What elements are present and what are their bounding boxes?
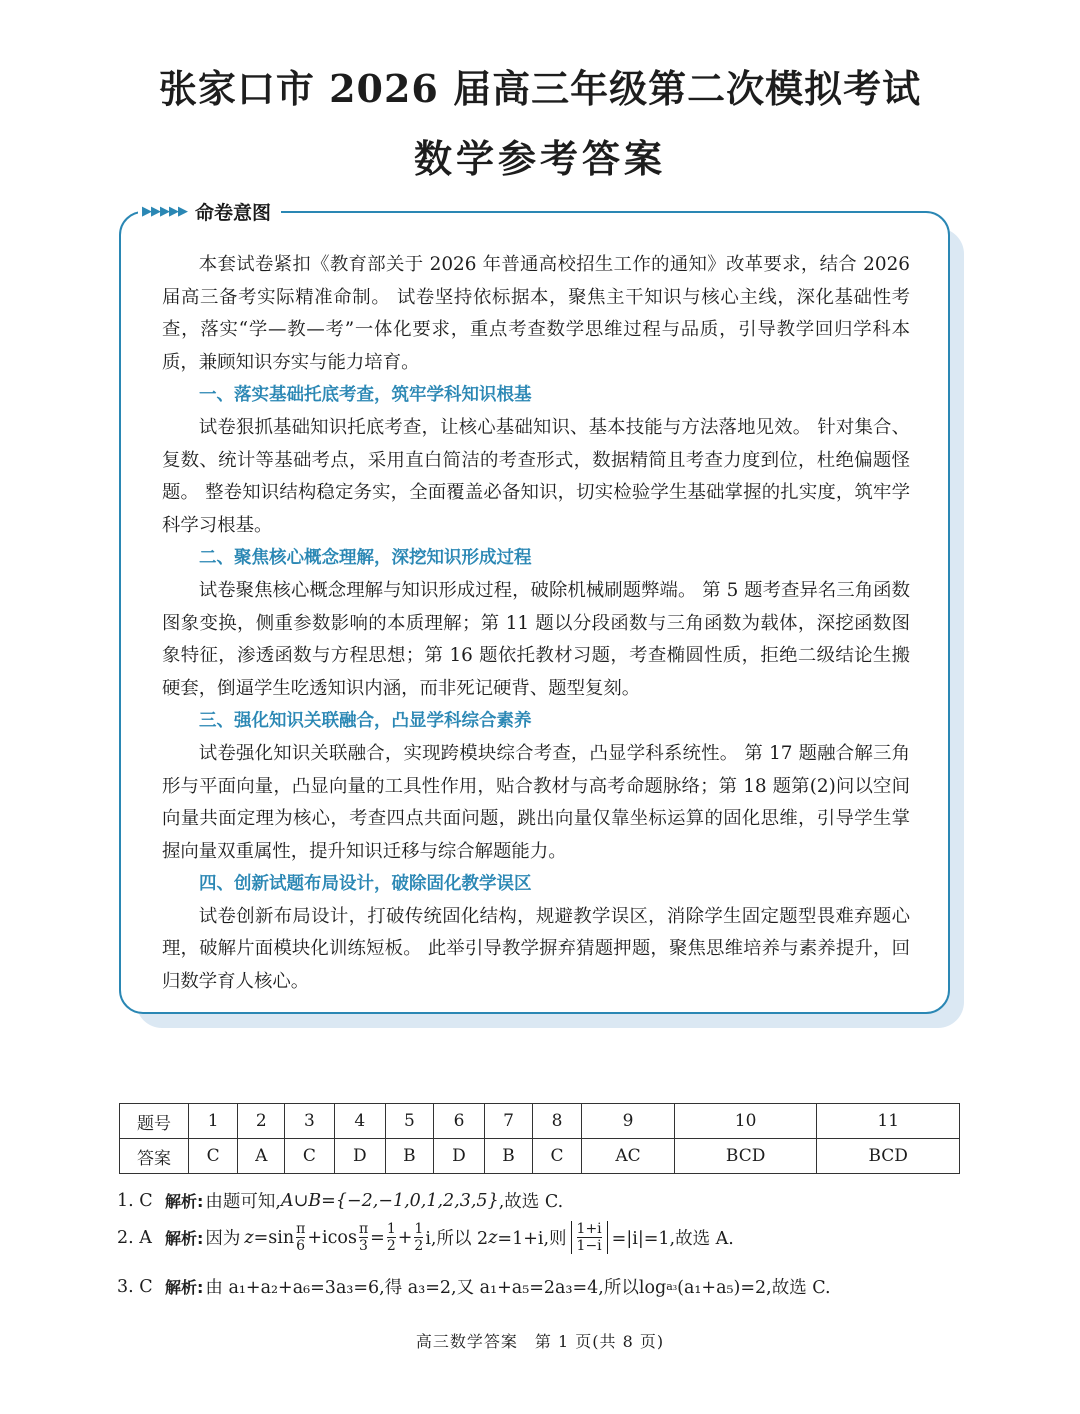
- solution-2: [117, 1221, 734, 1254]
- solution-text: 由 a₁+a₂+a₆=3a₃=6,得 a₃=2,又 a₁+a₅=2a₃=4,所以log: [205, 1278, 667, 1298]
- arrow-icon: ▶▶▶▶▶: [142, 203, 187, 219]
- question-number: 6: [433, 1104, 485, 1139]
- solution-text: (a₁+a₅)=2,故选 C.: [677, 1278, 831, 1298]
- fraction-numerator: π: [358, 1221, 369, 1237]
- intent-intro: 本套试卷紧扣《教育部关于 2026 年普通高校招生工作的通知》改革要求，结合 2026 届高三备考实际精准命制。 试卷坚持依标据本，聚焦主干知识与核心主线，深化基础性考查，落实“学—教—考”一体化要求，重点考查数学思维过程与品质，引导教学回归学科本质，兼顾知识夯实与能力培育。: [162, 254, 910, 373]
- page-footer: 高三数学答案 第 1 页(共 8 页): [415, 1332, 665, 1351]
- solution-label: 解析:: [165, 1229, 204, 1248]
- solution-label: 解析:: [165, 1278, 204, 1297]
- intent-heading: 命卷意图: [195, 201, 272, 224]
- solution-text: =|i|=1,故选 A.: [611, 1229, 734, 1249]
- solution-text: 因为: [205, 1229, 241, 1249]
- answer-subtitle: 数学参考答案: [413, 136, 666, 181]
- section-2-title: 二、聚焦核心概念理解，深挖知识形成过程: [199, 548, 532, 569]
- log-base: a₃: [666, 1280, 678, 1293]
- solution-text: +: [397, 1227, 413, 1248]
- answer-cell: C: [189, 1139, 238, 1174]
- answer-cell: C: [532, 1139, 581, 1174]
- question-number: 10: [674, 1104, 817, 1139]
- section-4-title: 四、创新试题布局设计，破除固化教学误区: [199, 874, 532, 895]
- solution-text: i,所以 2: [425, 1229, 489, 1249]
- fraction: [414, 1221, 423, 1254]
- intent-header: [138, 197, 281, 225]
- solution-text: =1+i,则: [497, 1229, 567, 1249]
- fraction: [577, 1221, 602, 1254]
- answer-row: [120, 1139, 960, 1174]
- answer-cell: BCD: [817, 1139, 960, 1174]
- solution-text: 由题可知,: [205, 1192, 281, 1212]
- question-number: 2: [238, 1104, 285, 1139]
- answer-cell: D: [334, 1139, 386, 1174]
- answer-cell: A: [238, 1139, 285, 1174]
- answer-table: [119, 1103, 960, 1174]
- answer-cell: B: [485, 1139, 533, 1174]
- fraction-denominator: 3: [358, 1238, 368, 1254]
- section-1-text: 试卷狠抓基础知识托底考查，让核心基础知识、基本技能与方法落地见效。 针对集合、复数、统计等基础考点，采用直白简洁的考查形式，数据精简且考查力度到位，杜绝偏题怪题。 整卷知识结构稳定务实，全面覆盖必备知识，切实检验学生基础掌握的扎实度，筑牢学科学习根基。: [162, 416, 910, 536]
- question-number: 4: [334, 1104, 386, 1139]
- solution-text: =sin: [253, 1227, 295, 1248]
- fraction-numerator: 1+i: [576, 1221, 602, 1237]
- question-number: 1: [189, 1104, 238, 1139]
- section-4-text: 试卷创新布局设计，打破传统固化结构，规避教学误区，消除学生固定题型畏难弃题心理，破解片面模块化训练短板。 此举引导教学摒弃猜题押题，聚焦思维培养与素养提升，回归数学育人核心。: [162, 905, 910, 993]
- variable-z: z: [244, 1227, 254, 1248]
- fraction-denominator: 6: [296, 1238, 306, 1254]
- answer-cell: D: [433, 1139, 485, 1174]
- fraction-numerator: π: [296, 1221, 306, 1237]
- solution-3: [117, 1274, 831, 1299]
- answer-cell: B: [386, 1139, 434, 1174]
- solution-expression: A∪B={−2,−1,0,1,2,3,5}: [280, 1190, 499, 1211]
- question-number: 11: [817, 1104, 960, 1139]
- absolute-value: [571, 1221, 608, 1254]
- fraction-numerator: 1: [386, 1221, 396, 1237]
- question-number: 3: [285, 1104, 334, 1139]
- section-3-text: 试卷强化知识关联融合，实现跨模块综合考查，凸显学科系统性。 第 17 题融合解三角形与平面向量，凸显向量的工具性作用，贴合教材与高考命题脉络；第 18 题第(2)问以空间向量共面定理为核心，考查四点共面问题，跳出向量仅靠坐标运算的固化思维，引导学生掌握向量双重属性，提升知识迁移与综合解题能力。: [162, 742, 910, 862]
- question-number: 9: [582, 1104, 675, 1139]
- fraction: [387, 1221, 396, 1254]
- solution-label: 解析:: [165, 1192, 204, 1211]
- answer-cell: BCD: [674, 1139, 817, 1174]
- solution-text: =: [370, 1227, 385, 1248]
- row-label: 题号: [120, 1104, 189, 1139]
- section-3-title: 三、强化知识关联融合，凸显学科综合素养: [199, 711, 532, 732]
- intent-body: [162, 249, 910, 999]
- fraction-denominator: 2: [386, 1238, 396, 1254]
- fraction: [359, 1221, 368, 1254]
- solution-text: ,故选 C.: [498, 1192, 564, 1212]
- solution-1: [117, 1188, 563, 1213]
- variable-z: z: [488, 1227, 498, 1248]
- fraction-numerator: 1: [414, 1221, 424, 1237]
- fraction: [296, 1221, 305, 1254]
- solution-number: 2. A: [117, 1227, 152, 1248]
- section-2-text: 试卷聚焦核心概念理解与知识形成过程，破除机械刷题弊端。 第 5 题考查异名三角函数图象变换，侧重参数影响的本质理解；第 11 题以分段函数与三角函数为载体，深挖函数图象特征，渗透函数与方程思想；第 16 题依托教材习题，考查椭圆性质，拒绝二级结论生搬硬套，倒逼学生吃透知识内涵，而非死记硬背、题型复刻。: [162, 579, 910, 699]
- question-number-row: [120, 1104, 960, 1139]
- answer-cell: C: [285, 1139, 334, 1174]
- fraction-denominator: 1−i: [576, 1238, 602, 1254]
- section-1-title: 一、落实基础托底考查，筑牢学科知识根基: [199, 385, 532, 406]
- row-label: 答案: [120, 1139, 189, 1174]
- exam-title: 张家口市 2026 届高三年级第二次模拟考试: [158, 66, 922, 111]
- question-number: 8: [532, 1104, 581, 1139]
- solution-number: 3. C: [117, 1276, 153, 1297]
- question-number: 7: [485, 1104, 533, 1139]
- question-number: 5: [386, 1104, 434, 1139]
- answer-cell: AC: [582, 1139, 675, 1174]
- solution-number: 1. C: [117, 1190, 153, 1211]
- fraction-denominator: 2: [414, 1238, 424, 1254]
- solution-text: +icos: [307, 1227, 357, 1248]
